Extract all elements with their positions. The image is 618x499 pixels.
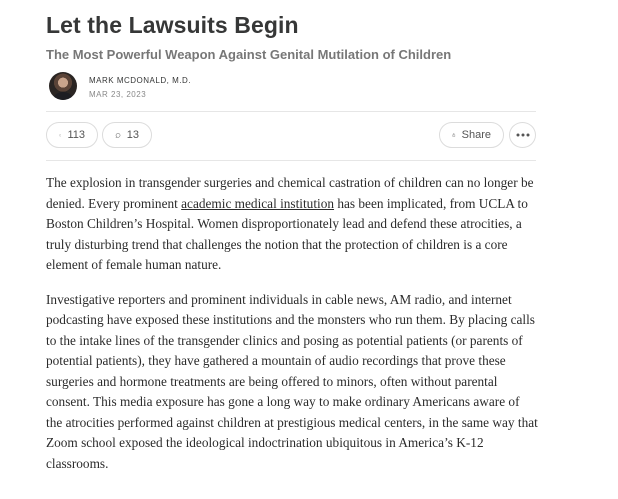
like-count: 113 — [67, 129, 85, 141]
divider-bottom — [46, 160, 536, 161]
more-dots-icon — [516, 133, 530, 137]
post-actions — [46, 122, 536, 150]
share-upload-icon — [452, 128, 456, 142]
post-subtitle: The Most Powerful Weapon Against Genital Mutilation of Children — [46, 47, 452, 62]
comment-count: 13 — [126, 129, 139, 141]
academic-medical-institution-link[interactable]: academic medical institution — [181, 195, 335, 211]
more-options-button[interactable] — [509, 122, 536, 148]
paragraph-1 — [46, 173, 538, 276]
like-button[interactable] — [46, 122, 98, 148]
byline — [46, 72, 536, 104]
divider-top — [46, 111, 536, 112]
post-date: MAR 23, 2023 — [89, 90, 147, 99]
share-label: Share — [461, 129, 491, 141]
author-avatar[interactable] — [49, 72, 77, 100]
comment-bubble-icon — [115, 129, 121, 142]
share-button[interactable] — [439, 122, 504, 148]
author-name[interactable]: MARK MCDONALD, M.D. — [89, 76, 191, 85]
heart-icon — [59, 129, 61, 142]
comment-button[interactable] — [102, 122, 152, 148]
paragraph-2: Investigative reporters and prominent individuals in cable news, AM radio, and internet podcasting have exposed these institutions and the monsters who run them. By placing calls to the intake lines of the transgender clinics and posing as potential patients (or parents of potential patients), they have gathered a mountain of audio recordings that prove these surgeries and hormone treatments are being offered to minors, often without parental consent. This media exposure has gone a long way to make ordinary Americans aware of the atrocities performed against children at prestigious medical centers, in the same way that Zoom school exposed the ideological indoctrination ubiquitous in America’s K-12 classrooms. — [46, 291, 538, 471]
post-title: Let the Lawsuits Begin — [46, 12, 299, 38]
paragraph-1-text-start: The explosion in transgender surgeries and chemical castration of children can no longer be denied. Every prominent — [46, 175, 534, 211]
post-body — [46, 173, 538, 488]
paragraph-1-text-end: has been implicated, from UCLA to Boston Children’s Hospital. Women disproportionately lead and defend these atrocities, a truly disturbing trend that challenges the notion that the protection of children is a core element of female human nature. — [46, 195, 528, 272]
